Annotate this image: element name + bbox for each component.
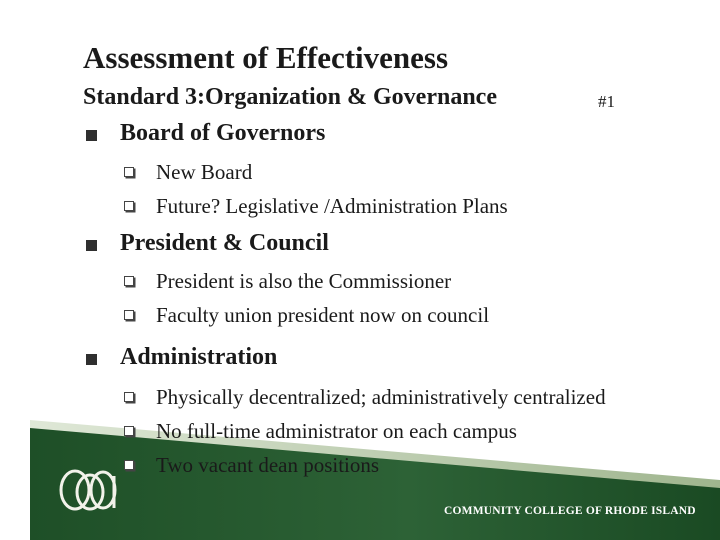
checkbox-bullet-icon: [124, 167, 134, 177]
checkbox-bullet-icon: [124, 276, 134, 286]
section-heading: Board of Governors: [120, 120, 326, 146]
institution-name: COMMUNITY COLLEGE OF RHODE ISLAND: [444, 505, 696, 517]
slide-title: Assessment of Effectiveness: [83, 40, 449, 75]
checkbox-bullet-icon: [124, 460, 134, 470]
square-bullet-icon: [86, 130, 97, 141]
footer-dark-band: [30, 428, 720, 540]
square-bullet-icon: [86, 240, 97, 251]
list-item: Faculty union president now on council: [156, 303, 490, 327]
list-item: New Board: [156, 160, 253, 184]
checkbox-bullet-icon: [124, 310, 134, 320]
section-heading: Administration: [120, 344, 278, 370]
square-bullet-icon: [86, 354, 97, 365]
slide-number: #1: [598, 92, 615, 111]
list-item: Physically decentralized; administratively centralized: [156, 385, 606, 409]
list-item: Future? Legislative /Administration Plans: [156, 194, 508, 218]
checkbox-bullet-icon: [124, 392, 134, 402]
list-item: President is also the Commissioner: [156, 269, 452, 293]
slide-subtitle: Standard 3:Organization & Governance: [83, 84, 497, 110]
section-heading: President & Council: [120, 230, 329, 256]
list-item: Two vacant dean positions: [156, 453, 380, 477]
checkbox-bullet-icon: [124, 201, 134, 211]
list-item: No full-time administrator on each campus: [156, 419, 517, 443]
checkbox-bullet-icon: [124, 426, 134, 436]
